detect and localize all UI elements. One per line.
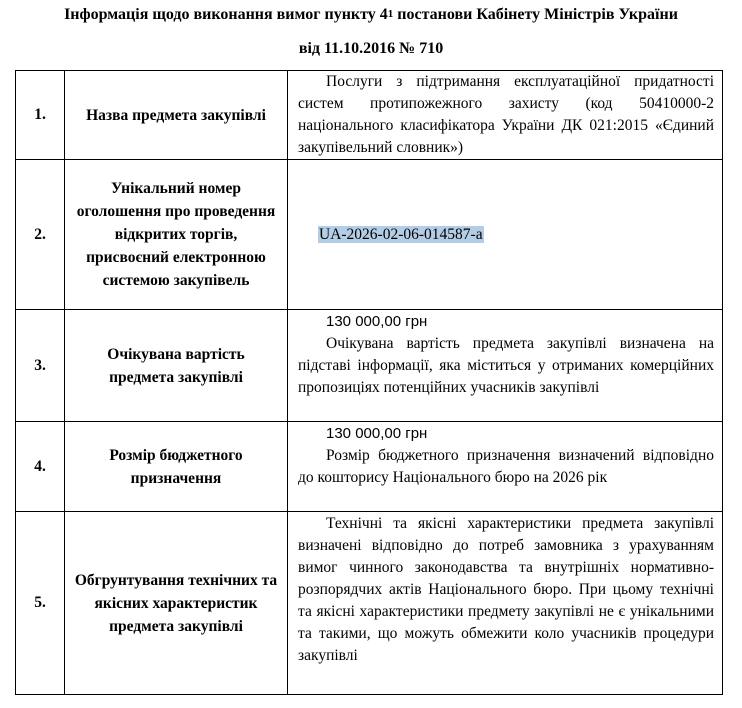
table-row — [16, 512, 723, 695]
title-text-end: постанови Кабінету Міністрів України — [393, 6, 678, 23]
row-label: Очікувана вартість предмета закупівлі — [65, 310, 288, 422]
table-row — [16, 160, 723, 310]
expected-amount: 130 000,00 грн — [326, 313, 428, 330]
title-superscript: 1 — [387, 8, 394, 20]
table-row — [16, 422, 723, 512]
row-number: 2. — [16, 160, 65, 310]
expected-value-text: Очікувана вартість предмета закупівлі визначена на підставі інформації, яка міститься у отриманих комерційних пропозиціях потенційних учасників закупівлі — [298, 335, 714, 396]
budget-text: Розмір бюджетного призначення визначений відповідно до кошторису Національного бюро на 2026 рік — [298, 447, 714, 486]
row-value — [288, 71, 723, 160]
row-value — [288, 160, 723, 310]
document-title — [0, 5, 742, 26]
row-label: Назва предмета закупівлі — [65, 71, 288, 160]
row-value — [288, 512, 723, 695]
row-value — [288, 422, 723, 512]
budget-amount: 130 000,00 грн — [326, 425, 428, 442]
subject-name: Послуги з підтримання експлуатаційної придатності систем протипожежного захисту (код 50410000-2 національного класифікатора України ДК 021:2015 «Єдиний закупівельний словник») — [298, 73, 714, 156]
row-number: 4. — [16, 422, 65, 512]
row-number: 1. — [16, 71, 65, 160]
tender-id[interactable]: UA-2026-02-06-014587-a — [319, 225, 483, 243]
row-value — [288, 310, 723, 422]
row-number: 5. — [16, 512, 65, 695]
row-label: Розмір бюджетного призначення — [65, 422, 288, 512]
row-number: 3. — [16, 310, 65, 422]
table-row — [16, 71, 723, 160]
document-subtitle: від 11.10.2016 № 710 — [298, 40, 444, 57]
table-row — [16, 310, 723, 422]
technical-justification: Технічні та якісні характеристики предмета закупівлі визначені відповідно до потреб замовника з урахуванням вимог чинного законодавства та внутрішніх нормативно-розпорядчих актів Національного бюро. При цьому технічні та якісні характеристики предмету закупівлі не є унікальними та такими, що можуть обмежити коло учасників процедури закупівлі — [298, 515, 714, 664]
title-text: Інформація щодо виконання вимог пункту 4 — [64, 6, 388, 23]
procurement-info-table — [15, 70, 723, 695]
row-label: Унікальний номер оголошення про проведення відкритих торгів, присвоєний електронною системою закупівель — [65, 160, 288, 310]
row-label: Обгрунтування технічних та якісних характеристик предмета закупівлі — [65, 512, 288, 695]
